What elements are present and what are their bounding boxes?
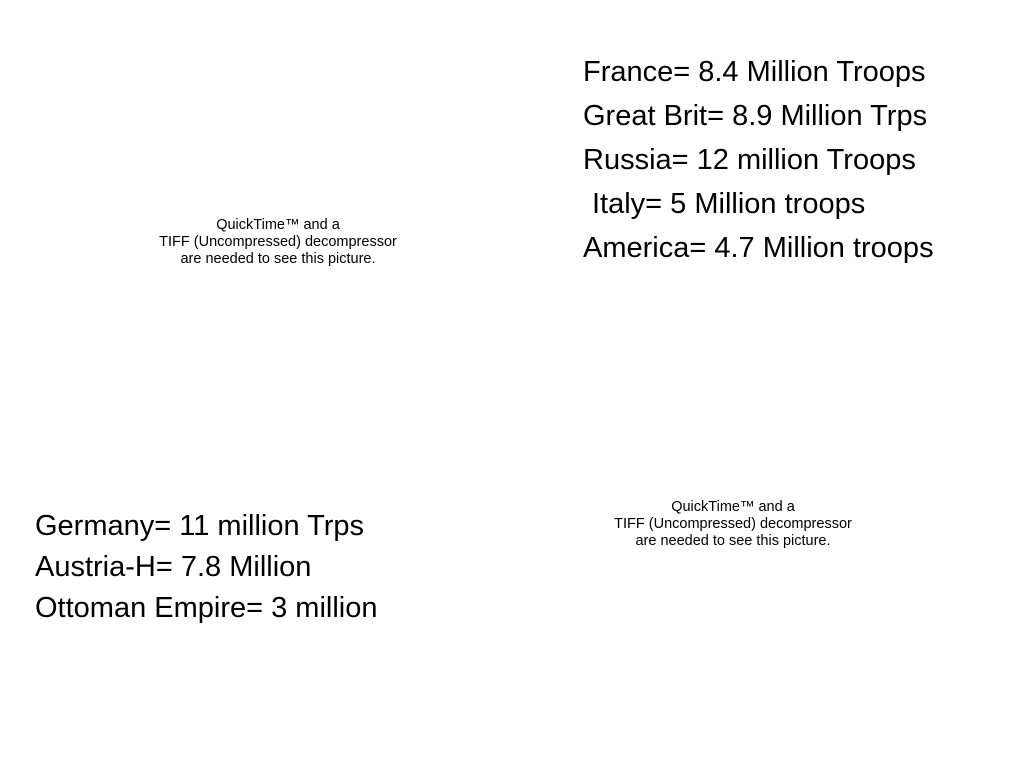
placeholder-line: TIFF (Uncompressed) decompressor bbox=[159, 234, 397, 250]
placeholder-line: QuickTime™ and a bbox=[671, 499, 795, 515]
ottoman-empire-troops: Ottoman Empire= 3 million bbox=[35, 592, 378, 624]
quicktime-placeholder-bottom-right bbox=[573, 499, 893, 550]
central-powers-troop-list bbox=[35, 506, 378, 629]
france-troops: France= 8.4 Million Troops bbox=[583, 56, 926, 88]
allied-troop-list bbox=[583, 50, 934, 270]
placeholder-line: are needed to see this picture. bbox=[180, 251, 376, 267]
placeholder-line: are needed to see this picture. bbox=[635, 533, 831, 549]
placeholder-line: TIFF (Uncompressed) decompressor bbox=[614, 516, 852, 532]
great-britain-troops: Great Brit= 8.9 Million Trps bbox=[583, 100, 928, 132]
america-troops: America= 4.7 Million troops bbox=[583, 232, 934, 264]
quicktime-placeholder-top-left bbox=[118, 217, 438, 268]
placeholder-line: QuickTime™ and a bbox=[216, 217, 340, 233]
germany-troops: Germany= 11 million Trps bbox=[35, 510, 365, 542]
austria-hungary-troops: Austria-H= 7.8 Million bbox=[35, 551, 312, 583]
russia-troops: Russia= 12 million Troops bbox=[583, 144, 916, 176]
italy-troops: Italy= 5 Million troops bbox=[592, 188, 866, 220]
